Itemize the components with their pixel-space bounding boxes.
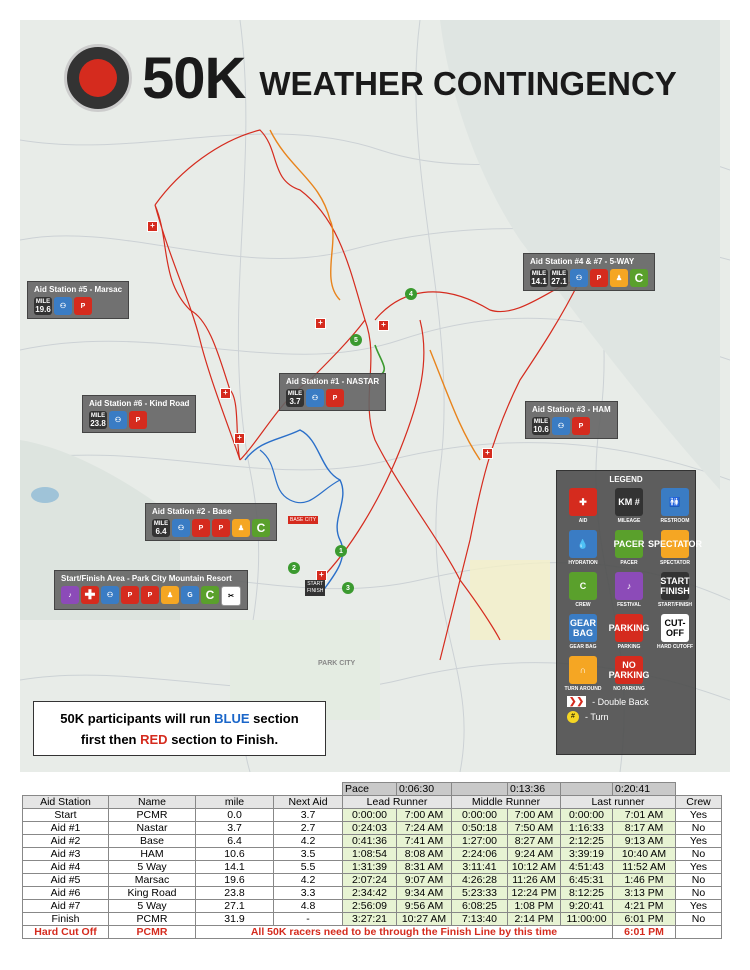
turn-icon: # xyxy=(567,711,579,723)
no-parking-icon: P xyxy=(74,297,92,315)
legend-label: RESTROOM xyxy=(660,518,690,524)
crew-icon: C xyxy=(630,269,648,287)
station-kind-road: Aid Station #6 - Kind Road MILE 23.8 ⚇ P xyxy=(82,395,196,433)
table-cell: 11:00:00 xyxy=(561,913,613,926)
table-cell: Yes xyxy=(676,861,722,874)
aid-marker-icon: + xyxy=(378,320,389,331)
pace-lead: 0:06:30 xyxy=(397,783,452,796)
table-cell: 9:56 AM xyxy=(397,900,452,913)
table-cell: 2:07:24 xyxy=(343,874,397,887)
legend-label: MILEAGE xyxy=(617,518,641,524)
table-cell: Aid #2 xyxy=(23,835,109,848)
restroom-icon: ⚇ xyxy=(109,411,127,429)
base-city-label: BASE CITY xyxy=(290,517,317,523)
table-cell: 10:27 AM xyxy=(397,913,452,926)
title-50k: 50K xyxy=(142,45,246,111)
table-cell: 12:24 PM xyxy=(508,887,561,900)
table-row xyxy=(23,822,722,835)
table-cell: 0:00:00 xyxy=(452,809,508,822)
table-cell: 9:34 AM xyxy=(397,887,452,900)
table-cell: 7:24 AM xyxy=(397,822,452,835)
mileage-icon: MILE 19.6 xyxy=(35,299,51,314)
pace-row xyxy=(23,783,722,796)
table-cell: Aid #1 xyxy=(23,822,109,835)
title-subtitle: WEATHER CONTINGENCY xyxy=(259,65,677,102)
table-cell: 8:08 AM xyxy=(397,848,452,861)
title-area xyxy=(64,38,677,118)
table-row xyxy=(23,809,722,822)
festival-icon: ♪ xyxy=(61,586,79,604)
table-cell: 6:01 PM xyxy=(613,913,676,926)
table-cell: Yes xyxy=(676,900,722,913)
legend-title: LEGEND xyxy=(609,475,643,484)
table-cell: Start xyxy=(23,809,109,822)
table-cell: 4.2 xyxy=(274,874,343,887)
aid-marker-icon: + xyxy=(147,221,158,232)
course-map xyxy=(20,20,730,772)
crew-icon: C xyxy=(201,586,219,604)
legend-label: PACER xyxy=(620,560,638,566)
table-cell: Aid #5 xyxy=(23,874,109,887)
aid-marker-icon: + xyxy=(315,318,326,329)
legend-label: FESTIVAL xyxy=(617,602,641,608)
table-cell: 23.8 xyxy=(196,887,274,900)
station-base: Aid Station #2 - Base MILE 6.4 ⚇ P P ♟ C xyxy=(145,503,277,541)
table-cell: 8:17 AM xyxy=(613,822,676,835)
table-cell: Aid #7 xyxy=(23,900,109,913)
table-row xyxy=(23,913,722,926)
table-cell: 0:50:18 xyxy=(452,822,508,835)
legend-hard-cutoff-icon: CUT-OFF xyxy=(661,614,689,642)
no-parking-icon: P xyxy=(326,389,344,407)
table-row xyxy=(23,861,722,874)
gear-bag-icon: G xyxy=(181,586,199,604)
pace-middle: 0:13:36 xyxy=(508,783,561,796)
hard-cutoff-icon: ✂ xyxy=(221,586,241,606)
no-parking-icon: P xyxy=(192,519,210,537)
table-cell: 3:39:19 xyxy=(561,848,613,861)
restroom-icon: ⚇ xyxy=(570,269,588,287)
legend-spectator-icon: SPECTATOR xyxy=(661,530,689,558)
legend-item xyxy=(563,530,603,566)
legend-item xyxy=(648,530,703,566)
table-cell: 2:56:09 xyxy=(343,900,397,913)
legend-gear-bag-icon: GEAR BAG xyxy=(569,614,597,642)
table-cell: 4.8 xyxy=(274,900,343,913)
mileage-icon: MILE 3.7 xyxy=(287,391,303,406)
legend-label: HYDRATION xyxy=(568,560,598,566)
endurance-challenge-logo xyxy=(64,44,132,112)
mileage-icon: MILE 23.8 xyxy=(90,413,106,428)
table-cell: 9:24 AM xyxy=(508,848,561,861)
table-cell: 5 Way xyxy=(109,861,196,874)
legend-double-back: ❯❯ - Double Back xyxy=(569,696,649,707)
table-cell: 4:21 PM xyxy=(613,900,676,913)
table-cell: No xyxy=(676,822,722,835)
table-cell: 1:08 PM xyxy=(508,900,561,913)
table-cell: 1:16:33 xyxy=(561,822,613,835)
table-cell: Finish xyxy=(23,913,109,926)
legend-label: SPECTATOR xyxy=(659,560,690,566)
table-cell: 3.7 xyxy=(196,822,274,835)
restroom-icon: ⚇ xyxy=(54,297,72,315)
legend-item xyxy=(609,614,649,650)
turn-marker-1: 1 xyxy=(335,545,347,557)
table-cell: 10:40 AM xyxy=(613,848,676,861)
table-cell: 3.3 xyxy=(274,887,343,900)
start-finish-marker: START FINISH xyxy=(307,581,324,594)
table-cell: 2:34:42 xyxy=(343,887,397,900)
table-cell: 8:31 AM xyxy=(397,861,452,874)
legend-no-parking-icon: NO PARKING xyxy=(615,656,643,684)
table-header-row: Aid Station Name mile Next Aid Lead Runner Middle Runner Last runner Crew xyxy=(23,796,722,809)
table-cell: 9:07 AM xyxy=(397,874,452,887)
legend-item xyxy=(655,572,695,608)
table-row xyxy=(23,900,722,913)
table-row xyxy=(23,848,722,861)
legend-mileage-icon: KM # xyxy=(615,488,643,516)
spectator-icon: ♟ xyxy=(232,519,250,537)
table-cell: 6.4 xyxy=(196,835,274,848)
legend-parking-icon: PARKING xyxy=(615,614,643,642)
station-marsac: Aid Station #5 - Marsac MILE 19.6 ⚇ P xyxy=(27,281,129,319)
legend-item xyxy=(563,614,603,650)
aid-marker-icon: + xyxy=(482,448,493,459)
legend-item xyxy=(655,614,695,650)
table-cell: 7:13:40 xyxy=(452,913,508,926)
legend-pacer-icon: PACER xyxy=(615,530,643,558)
park-city-label: PARK CITY xyxy=(318,660,356,667)
legend-crew-icon: C xyxy=(569,572,597,600)
legend-label: HARD CUTOFF xyxy=(656,644,693,650)
table-cell: 7:00 AM xyxy=(508,809,561,822)
table-cell: 2:14 PM xyxy=(508,913,561,926)
legend-item xyxy=(609,572,649,608)
aid-marker-icon: + xyxy=(316,570,327,581)
table-cell: 3.5 xyxy=(274,848,343,861)
legend-item xyxy=(609,656,649,692)
restroom-icon: ⚇ xyxy=(101,586,119,604)
table-cell: 5.5 xyxy=(274,861,343,874)
table-cell: 0.0 xyxy=(196,809,274,822)
legend-label: GEAR BAG xyxy=(569,644,597,650)
table-cell: 11:26 AM xyxy=(508,874,561,887)
turn-marker-2: 2 xyxy=(288,562,300,574)
turn-marker-3: 3 xyxy=(342,582,354,594)
mileage-icon: MILE 10.6 xyxy=(533,419,549,434)
mileage-icon: MILE 14.1 xyxy=(531,271,547,286)
table-cell: 0:00:00 xyxy=(561,809,613,822)
table-cell: 5 Way xyxy=(109,900,196,913)
no-parking-icon: P xyxy=(590,269,608,287)
table-cell: 1:27:00 xyxy=(452,835,508,848)
aid-icon: ✚ xyxy=(81,586,99,604)
table-cell: 2.7 xyxy=(274,822,343,835)
turn-marker-4: 4 xyxy=(405,288,417,300)
table-cell: 3.7 xyxy=(274,809,343,822)
table-cell: 2:24:06 xyxy=(452,848,508,861)
legend-item xyxy=(563,488,603,524)
pace-label: Pace xyxy=(343,783,397,796)
station-start-finish: Start/Finish Area - Park City Mountain Resort ♪ ✚ ⚇ P P ♟ G C ✂ xyxy=(54,570,248,610)
table-cell: 4:26:28 xyxy=(452,874,508,887)
no-parking-icon: P xyxy=(121,586,139,604)
table-cell: 0:00:00 xyxy=(343,809,397,822)
table-cell: 3:27:21 xyxy=(343,913,397,926)
table-cell: Nastar xyxy=(109,822,196,835)
legend-turn: # - Turn xyxy=(567,711,685,723)
table-cell: 9:13 AM xyxy=(613,835,676,848)
table-cell: 27.1 xyxy=(196,900,274,913)
mileage-icon: MILE 27.1 xyxy=(551,271,567,286)
table-cell: HAM xyxy=(109,848,196,861)
turn-marker-5: 5 xyxy=(350,334,362,346)
table-row xyxy=(23,874,722,887)
station-5-way: Aid Station #4 & #7 - 5-WAY MILE 14.1 MILE 27.1 ⚇ P ♟ C xyxy=(523,253,655,291)
table-cell: No xyxy=(676,848,722,861)
table-cell: 4.2 xyxy=(274,835,343,848)
mileage-icon: MILE 6.4 xyxy=(153,521,169,536)
table-cell: 5:23:33 xyxy=(452,887,508,900)
crew-icon: C xyxy=(252,519,270,537)
restroom-icon: ⚇ xyxy=(172,519,190,537)
legend-festival-icon: ♪ xyxy=(615,572,643,600)
parking-icon: P xyxy=(212,519,230,537)
table-cell: King Road xyxy=(109,887,196,900)
table-cell: Base xyxy=(109,835,196,848)
table-cell: No xyxy=(676,874,722,887)
legend-label: TURN AROUND xyxy=(564,686,602,692)
legend-item xyxy=(609,530,649,566)
map-legend xyxy=(556,470,703,755)
table-cell: 8:12:25 xyxy=(561,887,613,900)
double-back-icon: ❯❯ xyxy=(569,696,585,706)
aid-marker-icon: + xyxy=(234,433,245,444)
table-cell: 0:41:36 xyxy=(343,835,397,848)
legend-label: CREW xyxy=(575,602,591,608)
table-cell: 3:13 PM xyxy=(613,887,676,900)
table-cell: 0:24:03 xyxy=(343,822,397,835)
spectator-icon: ♟ xyxy=(610,269,628,287)
table-cell: 10:12 AM xyxy=(508,861,561,874)
table-cell: 11:52 AM xyxy=(613,861,676,874)
legend-item xyxy=(655,488,695,524)
table-cell: 1:31:39 xyxy=(343,861,397,874)
table-cell: 7:01 AM xyxy=(613,809,676,822)
table-cell: Marsac xyxy=(109,874,196,887)
restroom-icon: ⚇ xyxy=(306,389,324,407)
table-cell: 7:41 AM xyxy=(397,835,452,848)
table-cell: No xyxy=(676,887,722,900)
table-cell: 10.6 xyxy=(196,848,274,861)
table-cell: Aid #4 xyxy=(23,861,109,874)
table-cell: 7:00 AM xyxy=(397,809,452,822)
legend-label: AID xyxy=(578,518,588,524)
legend-aid-icon: ✚ xyxy=(569,488,597,516)
table-cell: 1:46 PM xyxy=(613,874,676,887)
legend-item xyxy=(563,572,603,608)
table-cell: Aid #6 xyxy=(23,887,109,900)
table-cell: 31.9 xyxy=(196,913,274,926)
table-cell: Aid #3 xyxy=(23,848,109,861)
legend-item xyxy=(609,488,649,524)
table-cell: 14.1 xyxy=(196,861,274,874)
table-cell: 7:50 AM xyxy=(508,822,561,835)
legend-label: START/FINISH xyxy=(657,602,693,608)
table-cell: 6:45:31 xyxy=(561,874,613,887)
table-cell: 8:27 AM xyxy=(508,835,561,848)
aid-marker-icon: + xyxy=(220,388,231,399)
table-cell: 1:08:54 xyxy=(343,848,397,861)
station-nastar: Aid Station #1 - NASTAR MILE 3.7 ⚇ P xyxy=(279,373,386,411)
table-cell: 4:51:43 xyxy=(561,861,613,874)
table-cell: - xyxy=(274,913,343,926)
hard-cutoff-row: Hard Cut Off PCMR All 50K racers need to be through the Finish Line by this time 6:01 PM xyxy=(23,926,722,939)
legend-restroom-icon: 🚻 xyxy=(661,488,689,516)
legend-label: PARKING xyxy=(617,644,641,650)
spectator-icon: ♟ xyxy=(161,586,179,604)
table-cell: 2:12:25 xyxy=(561,835,613,848)
table-cell: 19.6 xyxy=(196,874,274,887)
table-cell: Yes xyxy=(676,835,722,848)
pace-last: 0:20:41 xyxy=(613,783,676,796)
table-cell: Yes xyxy=(676,809,722,822)
table-cell: 6:08:25 xyxy=(452,900,508,913)
no-parking-icon: P xyxy=(129,411,147,429)
table-cell: 9:20:41 xyxy=(561,900,613,913)
pace-table xyxy=(22,782,722,939)
table-row xyxy=(23,835,722,848)
legend-label: NO PARKING xyxy=(613,686,645,692)
station-ham: Aid Station #3 - HAM MILE 10.6 ⚇ P xyxy=(525,401,618,439)
restroom-icon: ⚇ xyxy=(552,417,570,435)
legend-start-finish-icon: START FINISH xyxy=(661,572,689,600)
legend-item xyxy=(563,656,603,692)
course-note: 50K participants will run BLUE section first then RED section to Finish. xyxy=(33,701,326,756)
legend-hydration-icon: 💧 xyxy=(569,530,597,558)
no-parking-icon: P xyxy=(572,417,590,435)
table-cell: PCMR xyxy=(109,809,196,822)
parking-icon: P xyxy=(141,586,159,604)
table-cell: 3:11:41 xyxy=(452,861,508,874)
table-row xyxy=(23,887,722,900)
table-cell: PCMR xyxy=(109,913,196,926)
legend-turn-around-icon: ∩ xyxy=(569,656,597,684)
table-cell: No xyxy=(676,913,722,926)
